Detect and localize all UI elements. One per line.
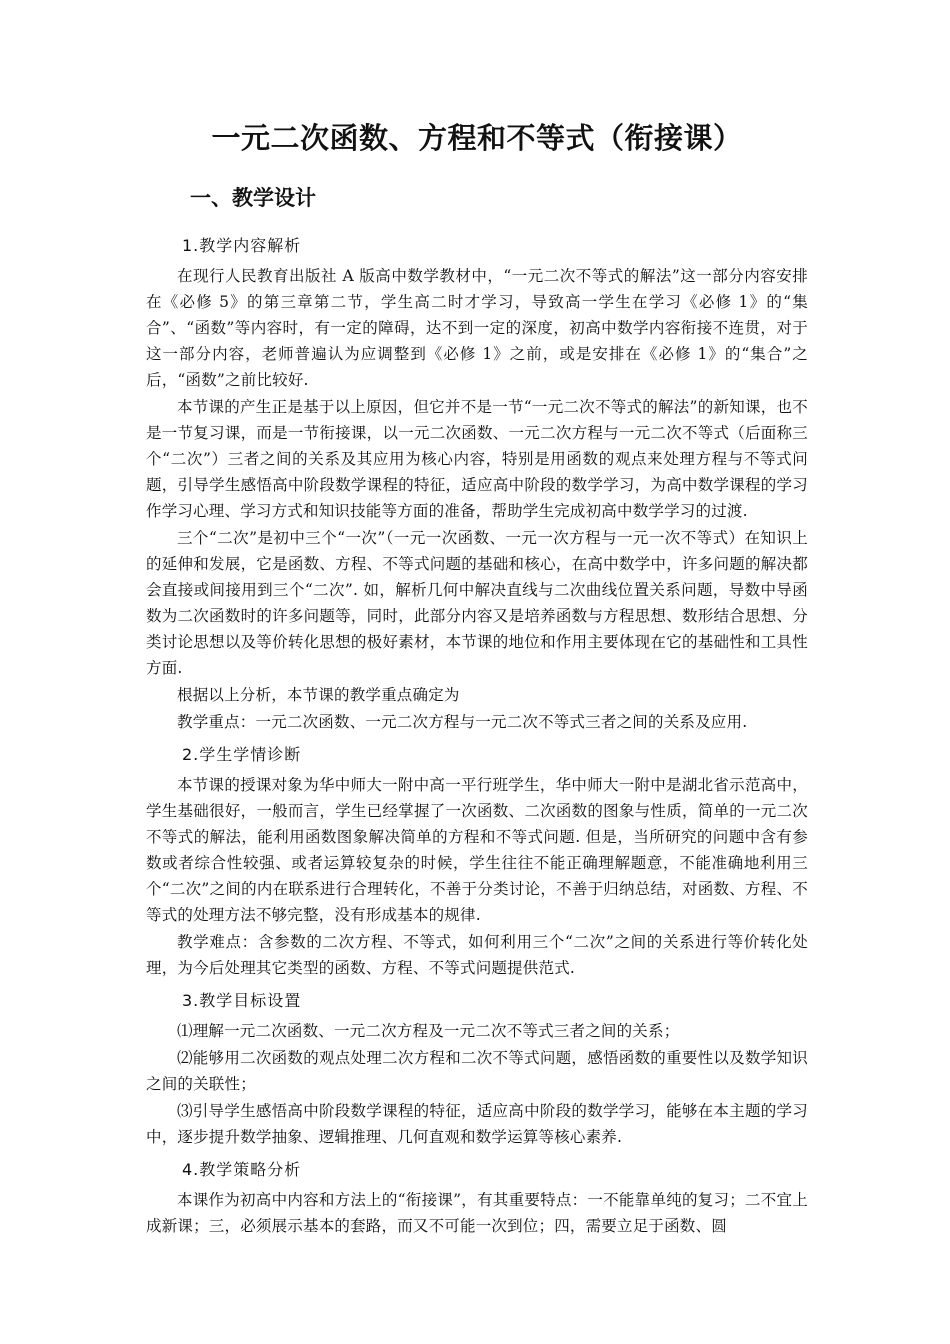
paragraph: ⑴理解一元二次函数、一元二次方程及一元二次不等式三者之间的关系；	[177, 1022, 680, 1040]
paragraph: 教学重点：一元二次函数、一元二次方程与一元二次不等式三者之间的关系及应用.	[177, 713, 748, 731]
paragraph: 根据以上分析，本节课的教学重点确定为	[177, 686, 460, 704]
paragraph: 本节课的授课对象为华中师大一附中高一平行班学生，华中师大一附中是湖北省示范高中，学生基础很好，一般而言，学生已经掌握了一次函数、二次函数的图象与性质，简单的一元二次不等式的解法，能利用函数图象解决简单的方程和不等式问题. 但是，当所研究的问题中含有参数或者综合性较强、或者运算较复杂的时候，学生往往不能正确理解题意，不能准确地利用三个“二次”之间的内在联系进行合理转化，不善于分类讨论，不善于归纳总结，对函数、方程、不等式的处理方法不够完整，没有形成基本的规律.	[146, 776, 808, 924]
paragraph: 三个“二次”是初中三个“一次”（一元一次函数、一元一次方程与一元一次不等式）在知识上的延伸和发展，它是函数、方程、不等式问题的基础和核心，在高中数学中，许多问题的解决都会直接或间接用到三个“二次”. 如，解析几何中解决直线与二次曲线位置关系问题，导数中导函数为二次函数时的许多问题等，同时，此部分内容又是培养函数与方程思想、数形结合思想、分类讨论思想以及等价转化思想的极好素材，本节课的地位和作用主要体现在它的基础性和工具性方面.	[146, 529, 808, 677]
section-heading: 一、教学设计	[190, 186, 316, 210]
subsection-heading: 2.学生学情诊断	[182, 745, 302, 764]
paragraph: ⑶引导学生感悟高中阶段数学课程的特征，适应高中阶段的数学学习，能够在本主题的学习中，逐步提升数学抽象、逻辑推理、几何直观和数学运算等核心素养.	[146, 1102, 808, 1146]
subsection-content-analysis	[146, 231, 808, 735]
subsection-teaching-strategy	[146, 1155, 808, 1239]
subsection-heading: 1.教学内容解析	[182, 236, 302, 255]
paragraph: 在现行人民教育出版社 A 版高中数学教材中，“一元二次不等式的解法”这一部分内容安排在《必修 5》的第三章第二节，学生高二时才学习，导致高一学生在学习《必修 1》的“集合”、“函数”等内容时，有一定的障碍，达不到一定的深度，初高中数学内容衔接不连贯，对于这一部分内容，老师普遍认为应调整到《必修 1》之前，或是安排在《必修 1》的“集合”之后，“函数”之前比较好.	[146, 267, 808, 389]
subsection-heading: 4.教学策略分析	[182, 1160, 302, 1179]
subsection-student-diagnosis	[146, 740, 808, 981]
paragraph: 教学难点：含参数的二次方程、不等式，如何利用三个“二次”之间的关系进行等价转化处理，为今后处理其它类型的函数、方程、不等式问题提供范式.	[146, 933, 808, 977]
subsection-teaching-goals	[146, 986, 808, 1150]
paragraph: 本节课的产生正是基于以上原因，但它并不是一节“一元二次不等式的解法”的新知课，也不是一节复习课，而是一节衔接课，以一元二次函数、一元二次方程与一元二次不等式（后面称三个“二次”）三者之间的关系及其应用为核心内容，特别是用函数的观点来处理方程与不等式问题，引导学生感悟高中阶段数学课程的特征，适应高中阶段的数学学习，为高中数学课程的学习作学习心理、学习方式和知识技能等方面的准备，帮助学生完成初高中数学学习的过渡.	[146, 398, 808, 520]
paragraph: 本课作为初高中内容和方法上的“衔接课”，有其重要特点：一不能靠单纯的复习；二不宜上成新课；三，必须展示基本的套路，而又不可能一次到位；四，需要立足于函数、圆	[146, 1191, 808, 1235]
document-title: 一元二次函数、方程和不等式（衔接课）	[211, 121, 743, 155]
subsection-heading: 3.教学目标设置	[182, 991, 302, 1010]
paragraph: ⑵能够用二次函数的观点处理二次方程和二次不等式问题，感悟函数的重要性以及数学知识之间的关联性；	[146, 1049, 808, 1093]
